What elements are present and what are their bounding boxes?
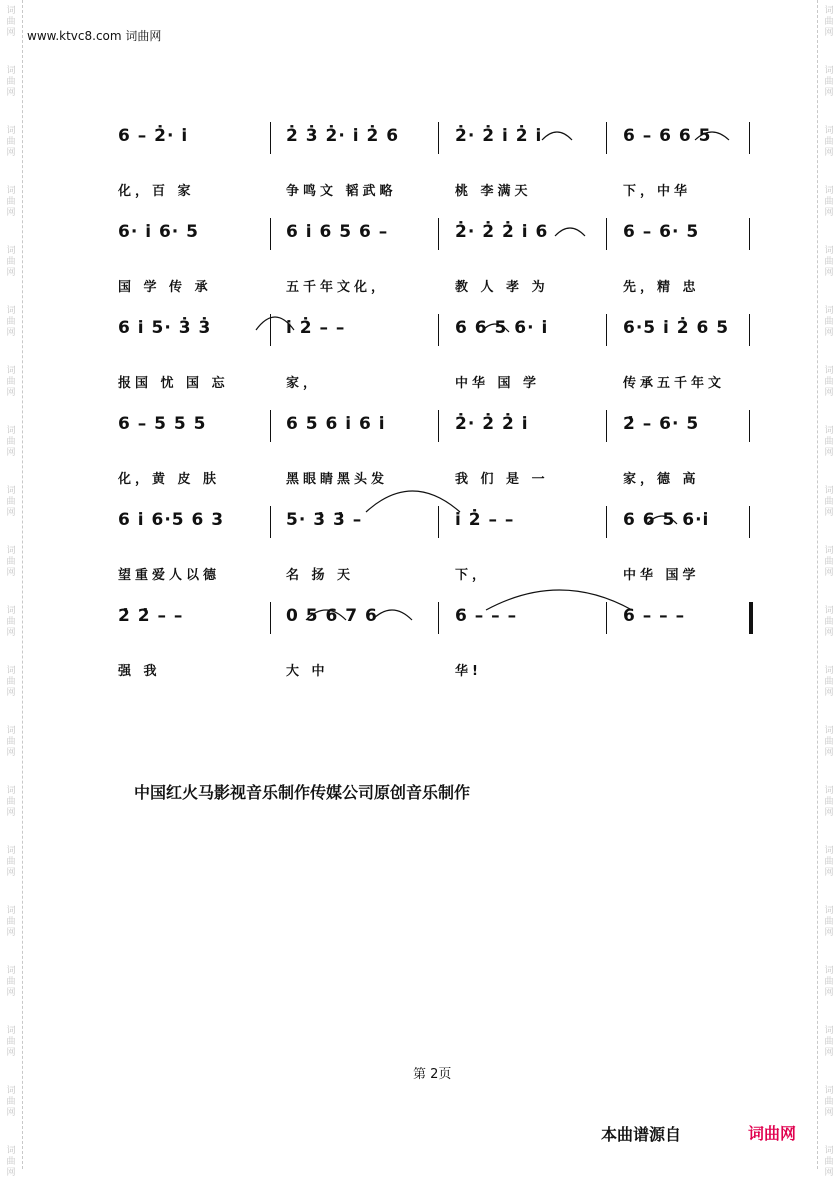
measure-notes: 2̇ – 6· 5 <box>623 414 700 434</box>
watermark-text: 词曲网 <box>824 426 834 458</box>
measure-notes: 6 – – – <box>455 606 518 626</box>
watermark-text: 词曲网 <box>6 546 16 578</box>
watermark-text: 词曲网 <box>824 786 834 818</box>
watermark-text: 词曲网 <box>6 426 16 458</box>
lyric-line: 教 人 孝 为 <box>455 280 549 295</box>
lyric-line: 强 我 <box>118 664 161 679</box>
measure-notes: 0 5 6 7 6 <box>286 606 378 626</box>
watermark-text: 词曲网 <box>824 726 834 758</box>
site-logo: 词曲网 <box>748 1124 797 1143</box>
lyric-line: 望重爱人以德 <box>118 568 221 583</box>
watermark-text: 词曲网 <box>824 1146 834 1178</box>
watermark-text: 词曲网 <box>6 846 16 878</box>
measure-notes: 2̇· 2̇ 2̇ i̇ 6 <box>455 222 549 242</box>
watermark-text: 词曲网 <box>6 726 16 758</box>
watermark-text: 词曲网 <box>824 606 834 638</box>
watermark-text: 词曲网 <box>6 786 16 818</box>
watermark-text: 词曲网 <box>824 66 834 98</box>
measure-notes: 6 i̇ 5· 3̇ 3̇ <box>118 318 212 338</box>
measure-notes: 6 – 6 6 5 <box>623 126 712 146</box>
watermark-text: 词曲网 <box>824 186 834 218</box>
watermark-text: 词曲网 <box>6 1146 16 1178</box>
measure-notes: 6·5 i̇ 2̇ 6 5 <box>623 318 730 338</box>
measure-notes: 6 – 2̇· i̇ <box>118 126 189 146</box>
lyric-line: 中华 国学 <box>623 568 700 583</box>
lyric-line: 黑眼睛黑头发 <box>286 472 389 487</box>
measure-notes: 5· 3̇ 3̇ – <box>286 510 363 530</box>
watermark-text: 词曲网 <box>824 126 834 158</box>
measure-notes: 6 – 5 5 5 <box>118 414 207 434</box>
watermark-text: 词曲网 <box>6 666 16 698</box>
watermark-text: 词曲网 <box>6 906 16 938</box>
watermark-text: 词曲网 <box>6 246 16 278</box>
watermark-text: 词曲网 <box>824 306 834 338</box>
measure-notes: 6 – – – <box>623 606 686 626</box>
watermark-text: 词曲网 <box>824 486 834 518</box>
watermark-text: 词曲网 <box>6 306 16 338</box>
measure-notes: 6 5 6 i̇ 6 i̇ <box>286 414 386 434</box>
lyric-line: 我 们 是 一 <box>455 472 549 487</box>
watermark-text: 词曲网 <box>824 6 834 38</box>
lyric-line: 中华 国 学 <box>455 376 541 391</box>
watermark-text: 词曲网 <box>6 186 16 218</box>
measure-notes: i̇ 2̇ – – <box>455 510 515 530</box>
lyric-line: 化，百 家 <box>118 184 195 199</box>
watermark-text: 词曲网 <box>824 966 834 998</box>
lyric-line: 国 学 传 承 <box>118 280 212 295</box>
measure-notes: 6 i̇ 6 5 6 – <box>286 222 389 242</box>
watermark-text: 词曲网 <box>824 246 834 278</box>
source-label: 本曲谱源自 <box>601 1125 682 1144</box>
measure-notes: 2̇· 2̇ i̇ 2̇ i̇ <box>455 126 543 146</box>
lyric-line: 家，德 高 <box>623 472 700 487</box>
site-header: www.ktvc8.com 词曲网 <box>27 29 162 43</box>
lyric-line: 先，精 忠 <box>623 280 700 295</box>
measure-notes: i̇ 2̇ – – <box>286 318 346 338</box>
lyric-line: 五千年文化， <box>286 280 389 295</box>
watermark-text: 词曲网 <box>824 1026 834 1058</box>
lyric-line: 争鸣文 韬武略 <box>286 184 397 199</box>
measure-notes: 2̇· 2̇ 2̇ i̇ <box>455 414 529 434</box>
watermark-text: 词曲网 <box>6 486 16 518</box>
measure-notes: 6 6 5 6·i̇ <box>623 510 710 530</box>
lyric-line: 桃 李满天 <box>455 184 532 199</box>
watermark-text: 词曲网 <box>6 1086 16 1118</box>
watermark-text: 词曲网 <box>6 126 16 158</box>
lyric-line: 传承五千年文 <box>623 376 726 391</box>
lyric-line: 大 中 <box>286 664 329 679</box>
measure-notes: 6 i̇ 6·5 6 3 <box>118 510 225 530</box>
watermark-text: 词曲网 <box>6 66 16 98</box>
watermark-text: 词曲网 <box>6 966 16 998</box>
lyric-line: 报国 忧 国 忘 <box>118 376 229 391</box>
watermark-text: 词曲网 <box>824 1086 834 1118</box>
lyric-line: 华! <box>455 664 482 679</box>
lyric-line: 下，中华 <box>623 184 692 199</box>
measure-notes: 6 – 6· 5 <box>623 222 700 242</box>
watermark-text: 词曲网 <box>6 366 16 398</box>
lyric-line: 家， <box>286 376 321 391</box>
watermark-text: 词曲网 <box>824 366 834 398</box>
watermark-text: 词曲网 <box>6 606 16 638</box>
watermark-text: 词曲网 <box>824 846 834 878</box>
page-number: 第 2页 <box>413 1067 452 1082</box>
measure-notes: 6· i̇ 6· 5 <box>118 222 199 242</box>
lyric-line: 化，黄 皮 肤 <box>118 472 221 487</box>
watermark-text: 词曲网 <box>824 666 834 698</box>
production-credit: 中国红火马影视音乐制作传媒公司原创音乐制作 <box>134 783 471 802</box>
measure-notes: 2̇ 3̇ 2̇· i̇ 2̇ 6 <box>286 126 400 146</box>
watermark-text: 词曲网 <box>824 906 834 938</box>
watermark-text: 词曲网 <box>6 6 16 38</box>
measure-notes: 6 6 5 6· i̇ <box>455 318 549 338</box>
lyric-line: 名 扬 天 <box>286 568 355 583</box>
watermark-text: 词曲网 <box>824 546 834 578</box>
measure-notes: 2̇ 2̇ – – <box>118 606 184 626</box>
lyric-line: 下， <box>455 568 490 583</box>
watermark-text: 词曲网 <box>6 1026 16 1058</box>
